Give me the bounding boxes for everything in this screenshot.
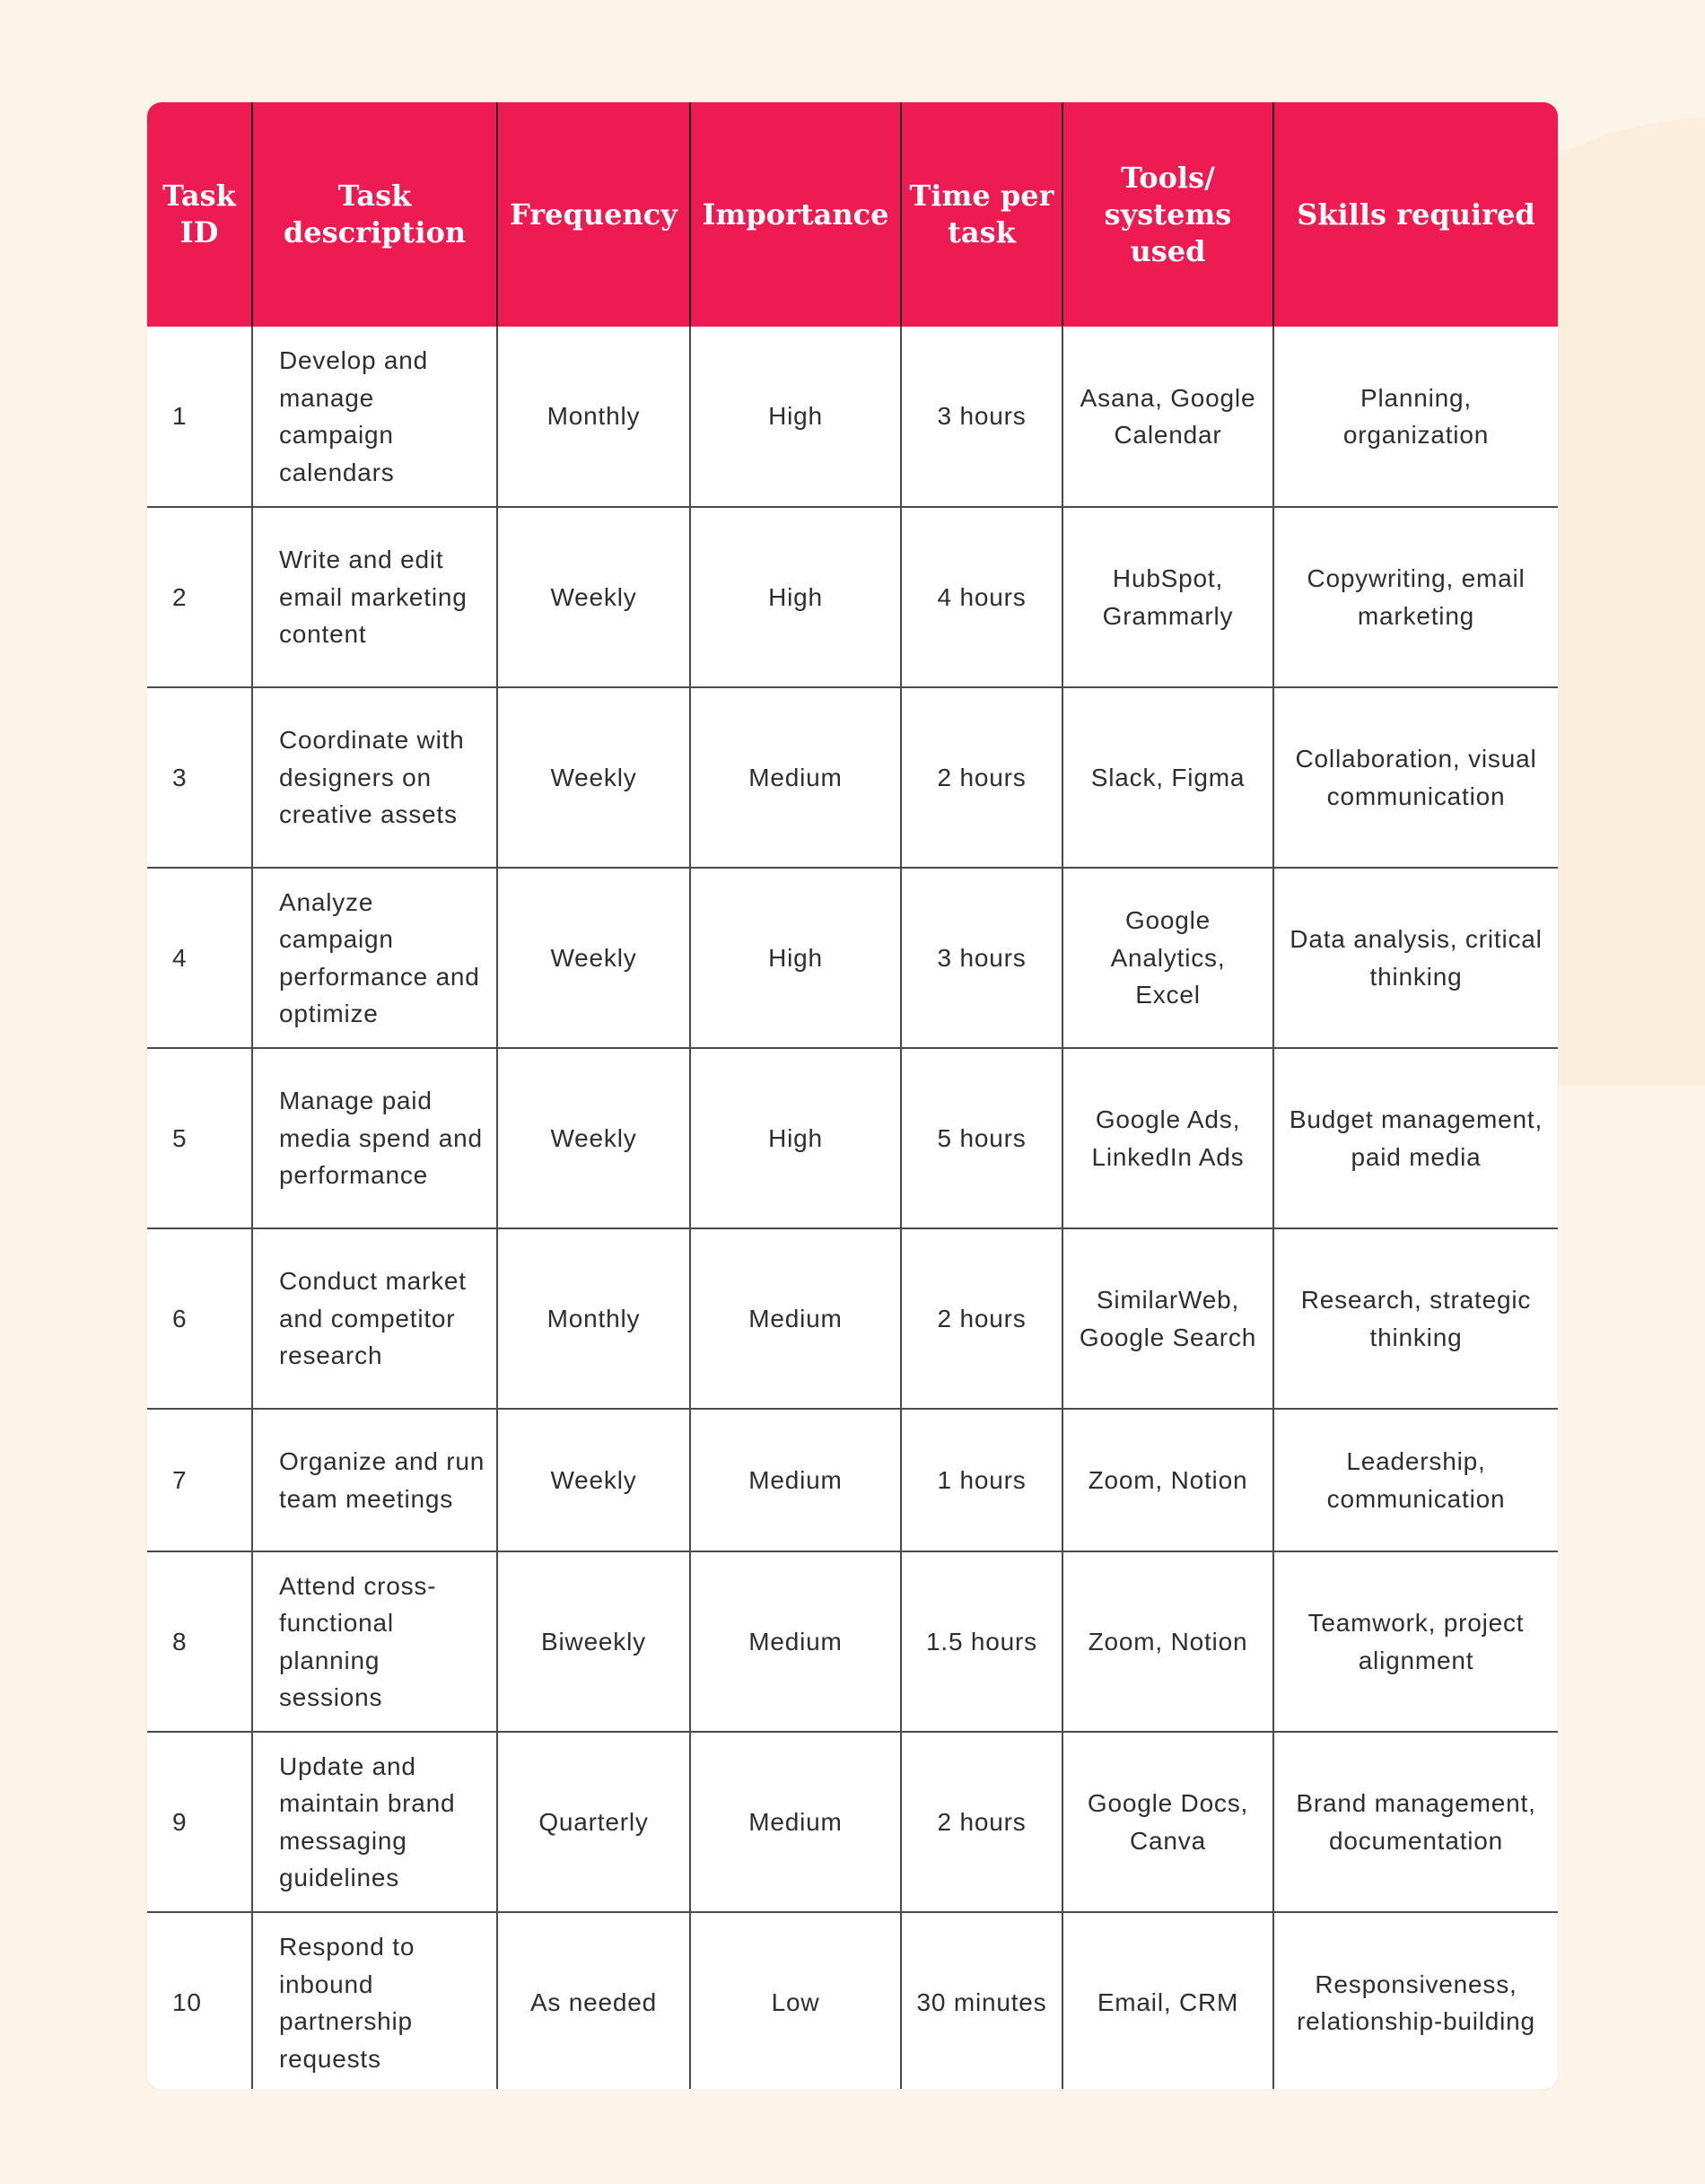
cell-time-per-task: 4 hours — [901, 507, 1062, 687]
cell-task-description: Attend cross-functional planning sessions — [252, 1551, 497, 1732]
cell-frequency: As needed — [497, 1912, 690, 2089]
cell-task-id: 5 — [147, 1048, 252, 1228]
cell-tools: HubSpot, Grammarly — [1062, 507, 1273, 687]
table-row — [147, 327, 1558, 507]
table-row — [147, 1732, 1558, 1912]
cell-skills: Budget management, paid media — [1273, 1048, 1558, 1228]
cell-skills: Collaboration, visual communication — [1273, 687, 1558, 868]
cell-task-id: 10 — [147, 1912, 252, 2089]
cell-skills: Responsiveness, relationship-building — [1273, 1912, 1558, 2089]
cell-importance: Medium — [690, 1228, 901, 1409]
table-row — [147, 507, 1558, 687]
cell-task-id: 2 — [147, 507, 252, 687]
cell-frequency: Monthly — [497, 327, 690, 507]
header-importance: Importance — [690, 102, 901, 327]
cell-task-description: Coordinate with designers on creative assets — [252, 687, 497, 868]
cell-task-id: 3 — [147, 687, 252, 868]
cell-frequency: Biweekly — [497, 1551, 690, 1732]
cell-task-id: 8 — [147, 1551, 252, 1732]
cell-task-id: 7 — [147, 1409, 252, 1551]
table-row — [147, 1912, 1558, 2089]
table-header-row — [147, 102, 1558, 327]
cell-frequency: Quarterly — [497, 1732, 690, 1912]
cell-importance: Low — [690, 1912, 901, 2089]
cell-time-per-task: 5 hours — [901, 1048, 1062, 1228]
cell-task-description: Respond to inbound partnership requests — [252, 1912, 497, 2089]
header-tools-systems-used: Tools/ systems used — [1062, 102, 1273, 327]
cell-task-description: Analyze campaign performance and optimize — [252, 868, 497, 1048]
cell-importance: High — [690, 868, 901, 1048]
cell-tools: Google Ads, LinkedIn Ads — [1062, 1048, 1273, 1228]
cell-importance: High — [690, 1048, 901, 1228]
cell-frequency: Weekly — [497, 1409, 690, 1551]
cell-task-id: 9 — [147, 1732, 252, 1912]
cell-skills: Leadership, communication — [1273, 1409, 1558, 1551]
cell-tools: Zoom, Notion — [1062, 1409, 1273, 1551]
cell-importance: Medium — [690, 1409, 901, 1551]
cell-frequency: Weekly — [497, 507, 690, 687]
cell-frequency: Weekly — [497, 1048, 690, 1228]
cell-tools: Slack, Figma — [1062, 687, 1273, 868]
cell-importance: Medium — [690, 687, 901, 868]
cell-time-per-task: 2 hours — [901, 687, 1062, 868]
cell-importance: High — [690, 327, 901, 507]
task-table-card — [147, 102, 1558, 2089]
cell-skills: Planning, organization — [1273, 327, 1558, 507]
cell-tools: Email, CRM — [1062, 1912, 1273, 2089]
cell-time-per-task: 1.5 hours — [901, 1551, 1062, 1732]
cell-task-description: Write and edit email marketing content — [252, 507, 497, 687]
cell-task-id: 6 — [147, 1228, 252, 1409]
cell-skills: Teamwork, project alignment — [1273, 1551, 1558, 1732]
task-table — [147, 102, 1558, 2089]
cell-task-description: Develop and manage campaign calendars — [252, 327, 497, 507]
table-row — [147, 1048, 1558, 1228]
cell-skills: Brand management, documentation — [1273, 1732, 1558, 1912]
cell-tools: Asana, Google Calendar — [1062, 327, 1273, 507]
cell-time-per-task: 2 hours — [901, 1732, 1062, 1912]
cell-frequency: Weekly — [497, 868, 690, 1048]
cell-skills: Data analysis, critical thinking — [1273, 868, 1558, 1048]
cell-tools: Google Docs, Canva — [1062, 1732, 1273, 1912]
header-task-id: Task ID — [147, 102, 252, 327]
table-row — [147, 1409, 1558, 1551]
cell-task-description: Conduct market and competitor research — [252, 1228, 497, 1409]
cell-task-description: Update and maintain brand messaging guidelines — [252, 1732, 497, 1912]
cell-task-description: Organize and run team meetings — [252, 1409, 497, 1551]
header-frequency: Frequency — [497, 102, 690, 327]
cell-skills: Copywriting, email marketing — [1273, 507, 1558, 687]
cell-tools: Zoom, Notion — [1062, 1551, 1273, 1732]
header-skills-required: Skills required — [1273, 102, 1558, 327]
cell-time-per-task: 2 hours — [901, 1228, 1062, 1409]
cell-frequency: Monthly — [497, 1228, 690, 1409]
cell-importance: Medium — [690, 1551, 901, 1732]
cell-frequency: Weekly — [497, 687, 690, 868]
cell-tools: Google Analytics, Excel — [1062, 868, 1273, 1048]
cell-time-per-task: 3 hours — [901, 327, 1062, 507]
cell-time-per-task: 3 hours — [901, 868, 1062, 1048]
table-row — [147, 1551, 1558, 1732]
cell-task-id: 4 — [147, 868, 252, 1048]
cell-time-per-task: 1 hours — [901, 1409, 1062, 1551]
cell-time-per-task: 30 minutes — [901, 1912, 1062, 2089]
table-row — [147, 868, 1558, 1048]
table-row — [147, 1228, 1558, 1409]
cell-importance: Medium — [690, 1732, 901, 1912]
cell-task-id: 1 — [172, 402, 188, 431]
header-task-description: Task description — [252, 102, 497, 327]
table-row — [147, 687, 1558, 868]
cell-skills: Research, strategic thinking — [1273, 1228, 1558, 1409]
cell-importance: High — [690, 507, 901, 687]
cell-tools: SimilarWeb, Google Search — [1062, 1228, 1273, 1409]
cell-task-description: Manage paid media spend and performance — [252, 1048, 497, 1228]
header-time-per-task: Time per task — [901, 102, 1062, 327]
